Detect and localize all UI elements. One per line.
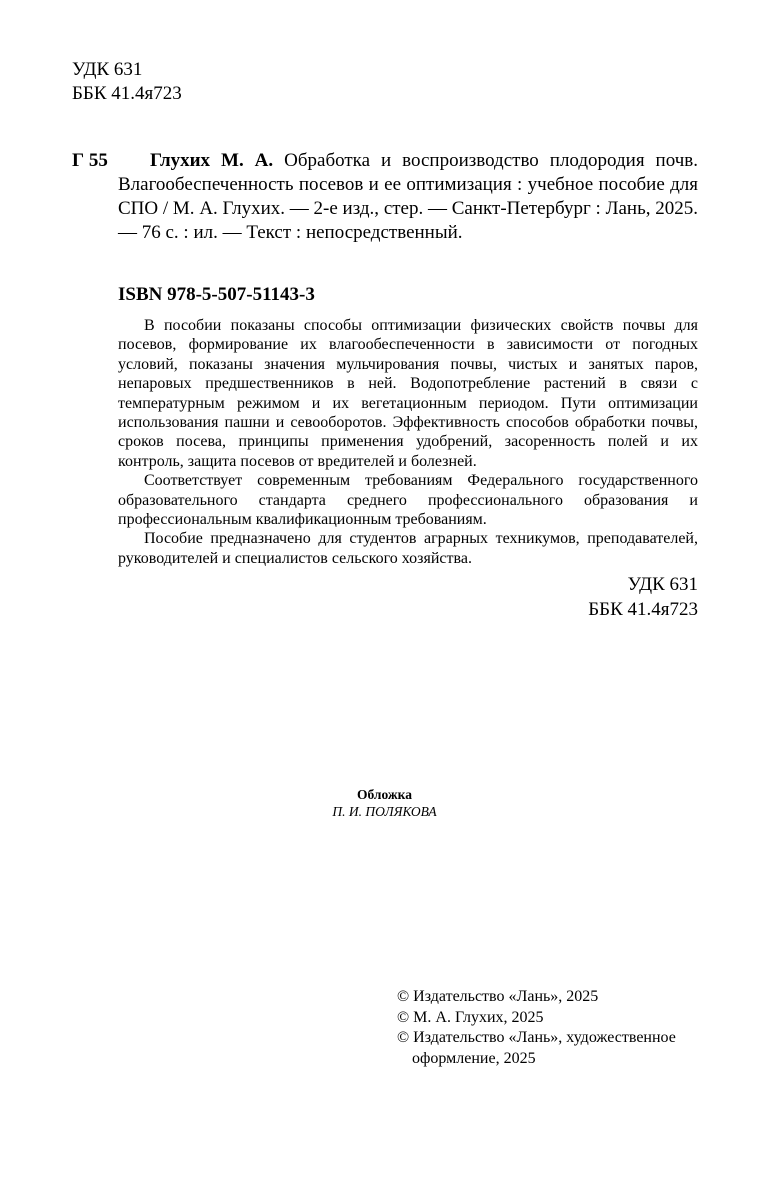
annotation <box>118 316 698 568</box>
bibliographic-description-block <box>118 149 698 245</box>
copyright-line: © Издательство «Лань», 2025 <box>397 988 599 1005</box>
author-name: Глухих М. А. <box>150 150 274 171</box>
classification-top <box>72 58 182 106</box>
copyright-line: © Издательство «Лань», художественное <box>397 1029 676 1046</box>
bbk-code: ББК 41.4я723 <box>588 599 698 620</box>
annotation-paragraph: В пособии показаны способы оптимизации физических свойств почвы для посевов, формирование их влагообеспеченности в зависимости от погодных условий, показаны значения мульчирования почвы, чистых и занятых паров, непаровых предшественников в ней. Водопотребление растений в связи с температурным режимом и их вегетационным периодом. Пути оптимизации использования пашни и севооборотов. Эффективность способов обработки почвы, сроков посева, принципы применения удобрений, засоренность полей и их контроль, защита посевов от вредителей и болезней. <box>118 317 698 470</box>
cover-credit <box>0 786 769 820</box>
bibliographic-record <box>72 149 698 245</box>
udk-code: УДК 631 <box>72 59 143 80</box>
annotation-paragraph: Соответствует современным требованиям Федерального государственного образовательного стандарта среднего профессионального образования и профессиональным квалификационным требованиям. <box>118 472 698 529</box>
cover-title: Обложка <box>356 787 412 802</box>
udk-code: УДК 631 <box>627 574 698 595</box>
cover-designer: П. И. ПОЛЯКОВА <box>332 804 437 819</box>
bibliographic-description: Обработка и воспроизводство плодородия почв. Влагообеспеченность посевов и ее оптимизация : учебное пособие для СПО / М. А. Глухих. — 2-е изд., стер. — Санкт-Петербург : Лань, 2025. — 76 с. : ил. — Текст : непосредственный. <box>118 150 698 243</box>
copyright-line: © М. А. Глухих, 2025 <box>397 1008 544 1026</box>
copyright-block <box>397 987 676 1069</box>
isbn: ISBN 978-5-507-51143-3 <box>118 284 315 305</box>
author-mark: Г 55 <box>72 150 108 171</box>
annotation-paragraph: Пособие предназначено для студентов аграрных техникумов, преподавателей, руководителей и специалистов сельского хозяйства. <box>118 530 698 567</box>
classification-bottom <box>588 572 698 622</box>
bbk-code: ББК 41.4я723 <box>72 83 182 104</box>
copyright-line: оформление, 2025 <box>412 1049 536 1067</box>
